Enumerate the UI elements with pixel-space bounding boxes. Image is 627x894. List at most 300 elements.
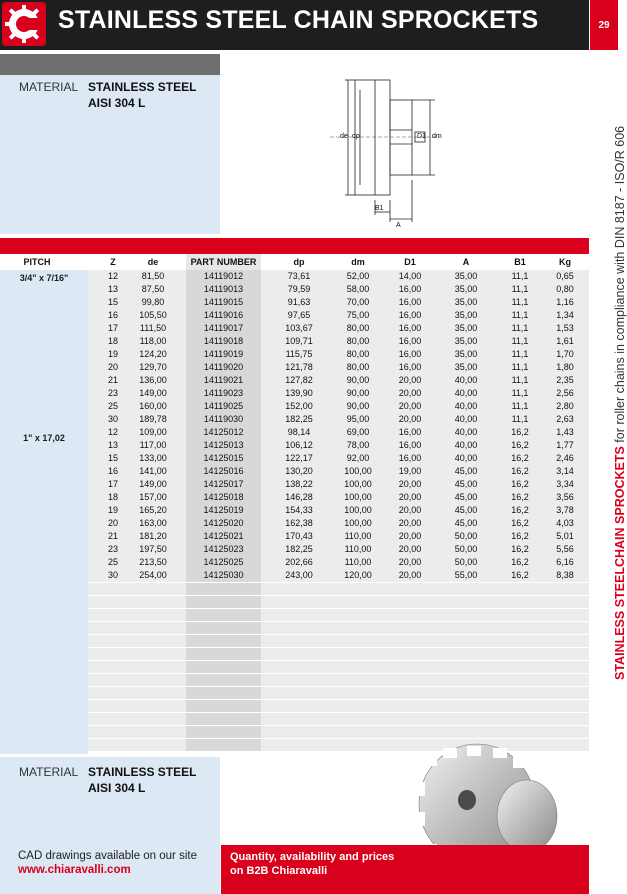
table-row xyxy=(88,621,589,634)
cell-d1: 20,00 xyxy=(398,492,422,502)
table-row xyxy=(88,660,589,673)
cell-a: 40,00 xyxy=(454,414,478,424)
cell-kg: 6,16 xyxy=(556,557,574,567)
cell-d1: 16,00 xyxy=(398,362,422,372)
side-caption xyxy=(613,40,627,680)
cell-dm: 78,00 xyxy=(346,440,370,450)
row-shade xyxy=(261,713,589,725)
row-shade xyxy=(261,739,589,751)
cell-z: 12 xyxy=(107,427,118,437)
cell-kg: 5,56 xyxy=(556,544,574,554)
cell-dm: 70,00 xyxy=(346,297,370,307)
dim-dm-label: dm xyxy=(432,133,442,140)
dim-d1-label: D1 xyxy=(417,133,426,140)
row-shade xyxy=(261,648,589,660)
cell-z: 16 xyxy=(107,310,118,320)
cell-a: 40,00 xyxy=(454,427,478,437)
table-body xyxy=(88,270,589,751)
row-shade xyxy=(186,739,261,751)
table-row xyxy=(88,530,589,543)
table-row xyxy=(88,374,589,387)
table-row xyxy=(88,517,589,530)
cell-dp: 109,71 xyxy=(285,336,313,346)
row-shade xyxy=(261,687,589,699)
cell-dp: 127,82 xyxy=(285,375,313,385)
cell-kg: 2,46 xyxy=(556,453,574,463)
cell-d1: 20,00 xyxy=(398,544,422,554)
cell-a: 35,00 xyxy=(454,310,478,320)
cell-kg: 1,34 xyxy=(556,310,574,320)
cell-b1: 16,2 xyxy=(511,479,529,489)
cell-d1: 16,00 xyxy=(398,427,422,437)
cell-b1: 16,2 xyxy=(511,440,529,450)
gear-c-logo-icon xyxy=(2,2,46,46)
cell-part-number: 14125021 xyxy=(203,531,244,541)
cell-b1: 16,2 xyxy=(511,544,529,554)
table-row xyxy=(88,283,589,296)
cell-kg: 1,16 xyxy=(556,297,574,307)
cell-a: 40,00 xyxy=(454,401,478,411)
cell-d1: 16,00 xyxy=(398,440,422,450)
cell-d1: 16,00 xyxy=(398,310,422,320)
cell-dp: 154,33 xyxy=(285,505,313,515)
cell-a: 35,00 xyxy=(454,323,478,333)
b2b-banner-text xyxy=(230,850,394,878)
th-z: Z xyxy=(110,257,116,267)
cell-de: 160,00 xyxy=(139,401,167,411)
cell-dp: 152,00 xyxy=(285,401,313,411)
cell-dp: 106,12 xyxy=(285,440,313,450)
cell-d1: 16,00 xyxy=(398,349,422,359)
cell-d1: 20,00 xyxy=(398,570,422,580)
section-band xyxy=(0,54,220,75)
pitch-label-group-2: 1" x 17,02 xyxy=(23,433,65,443)
cell-d1: 20,00 xyxy=(398,401,422,411)
row-shade xyxy=(186,583,261,595)
cell-dm: 92,00 xyxy=(346,453,370,463)
cell-d1: 19,00 xyxy=(398,466,422,476)
cell-b1: 16,2 xyxy=(511,557,529,567)
cell-part-number: 14125015 xyxy=(203,453,244,463)
table-row xyxy=(88,478,589,491)
material-value-1: STAINLESS STEEL xyxy=(88,80,197,94)
cell-part-number: 14119023 xyxy=(203,388,244,398)
cell-kg: 3,34 xyxy=(556,479,574,489)
cell-kg: 4,03 xyxy=(556,518,574,528)
row-shade xyxy=(261,609,589,621)
table-row xyxy=(88,309,589,322)
cell-part-number: 14119012 xyxy=(203,271,244,281)
cell-de: 197,50 xyxy=(139,544,167,554)
row-shade xyxy=(261,661,589,673)
cell-de: 189,78 xyxy=(139,414,167,424)
website-link[interactable]: www.chiaravalli.com xyxy=(18,864,131,876)
b2b-line-1: Quantity, availability and prices xyxy=(230,851,395,863)
cell-z: 23 xyxy=(107,388,118,398)
cell-dp: 122,17 xyxy=(285,453,313,463)
table-row xyxy=(88,556,589,569)
cell-part-number: 14125030 xyxy=(203,570,244,580)
cell-dm: 90,00 xyxy=(346,375,370,385)
cell-b1: 11,1 xyxy=(511,271,529,281)
cell-dm: 100,00 xyxy=(344,466,372,476)
cell-z: 19 xyxy=(107,505,118,515)
table-row xyxy=(88,387,589,400)
cell-kg: 5,01 xyxy=(556,531,574,541)
material-value-bottom-1: STAINLESS STEEL xyxy=(88,765,197,779)
row-shade xyxy=(186,596,261,608)
cell-dp: 243,00 xyxy=(285,570,313,580)
cell-part-number: 14125016 xyxy=(203,466,244,476)
cell-part-number: 14125017 xyxy=(203,479,244,489)
cell-dm: 52,00 xyxy=(346,271,370,281)
cell-de: 254,00 xyxy=(139,570,167,580)
cell-b1: 11,1 xyxy=(511,310,529,320)
row-shade xyxy=(88,609,186,621)
row-shade xyxy=(88,583,186,595)
table-row xyxy=(88,452,589,465)
cell-part-number: 14119018 xyxy=(203,336,244,346)
cell-b1: 16,2 xyxy=(511,453,529,463)
table-row xyxy=(88,465,589,478)
cell-d1: 20,00 xyxy=(398,518,422,528)
th-de: de xyxy=(147,257,159,267)
th-b1: B1 xyxy=(514,257,526,267)
row-shade xyxy=(186,674,261,686)
cell-dm: 69,00 xyxy=(346,427,370,437)
cell-de: 181,20 xyxy=(139,531,167,541)
cell-dp: 146,28 xyxy=(285,492,313,502)
cell-de: 118,00 xyxy=(139,336,167,346)
cell-z: 23 xyxy=(107,544,118,554)
th-dm: dm xyxy=(351,257,365,267)
table-row xyxy=(88,400,589,413)
cell-dp: 98,14 xyxy=(287,427,311,437)
cell-a: 50,00 xyxy=(454,557,478,567)
cell-dm: 80,00 xyxy=(346,336,370,346)
th-dp: dp xyxy=(293,257,305,267)
cell-de: 109,00 xyxy=(139,427,167,437)
cell-dp: 138,22 xyxy=(285,479,313,489)
row-shade xyxy=(88,700,186,712)
cell-part-number: 14125018 xyxy=(203,492,244,502)
cell-b1: 16,2 xyxy=(511,492,529,502)
cell-z: 17 xyxy=(107,479,118,489)
th-kg: Kg xyxy=(559,257,571,267)
pitch-column xyxy=(0,270,88,754)
cell-dm: 110,00 xyxy=(344,544,372,554)
cell-z: 21 xyxy=(107,531,118,541)
cell-d1: 20,00 xyxy=(398,414,422,424)
row-shade xyxy=(186,609,261,621)
cell-part-number: 14125023 xyxy=(203,544,244,554)
cell-a: 55,00 xyxy=(454,570,478,580)
row-shade xyxy=(88,674,186,686)
cell-d1: 14,00 xyxy=(398,271,422,281)
cell-d1: 16,00 xyxy=(398,453,422,463)
cell-d1: 20,00 xyxy=(398,531,422,541)
cell-dp: 121,78 xyxy=(285,362,313,372)
th-part-number: PART NUMBER xyxy=(190,257,257,267)
cell-de: 111,50 xyxy=(139,323,167,333)
cell-dp: 115,75 xyxy=(285,349,313,359)
table-row xyxy=(88,673,589,686)
row-shade xyxy=(88,687,186,699)
row-shade xyxy=(261,596,589,608)
row-shade xyxy=(88,635,186,647)
cell-z: 18 xyxy=(107,492,118,502)
cell-kg: 3,14 xyxy=(556,466,574,476)
table-row xyxy=(88,504,589,517)
cell-a: 35,00 xyxy=(454,271,478,281)
cell-b1: 11,1 xyxy=(511,375,529,385)
cell-b1: 16,2 xyxy=(511,505,529,515)
cell-part-number: 14119025 xyxy=(203,401,244,411)
cell-dm: 58,00 xyxy=(346,284,370,294)
b2b-line-2: on B2B Chiaravalli xyxy=(230,865,328,877)
cell-part-number: 14119019 xyxy=(203,349,244,359)
cell-dp: 103,67 xyxy=(285,323,313,333)
cell-dp: 170,43 xyxy=(285,531,313,541)
cell-part-number: 14119021 xyxy=(203,375,244,385)
cell-d1: 20,00 xyxy=(398,388,422,398)
table-header xyxy=(0,254,589,271)
table-row xyxy=(88,738,589,751)
cell-z: 15 xyxy=(107,453,118,463)
cell-kg: 1,61 xyxy=(556,336,574,346)
row-shade xyxy=(88,622,186,634)
cell-part-number: 14125013 xyxy=(203,440,244,450)
cell-de: 129,70 xyxy=(139,362,167,372)
cell-b1: 11,1 xyxy=(511,362,529,372)
cell-part-number: 14125020 xyxy=(203,518,244,528)
cell-d1: 16,00 xyxy=(398,336,422,346)
cell-part-number: 14119017 xyxy=(203,323,244,333)
cell-z: 21 xyxy=(107,375,118,385)
cell-a: 40,00 xyxy=(454,388,478,398)
cell-part-number: 14125019 xyxy=(203,505,244,515)
cell-de: 136,00 xyxy=(139,375,167,385)
cell-z: 19 xyxy=(107,349,118,359)
cell-a: 40,00 xyxy=(454,375,478,385)
dim-a-label: A xyxy=(396,222,401,229)
cell-kg: 2,35 xyxy=(556,375,574,385)
cell-a: 45,00 xyxy=(454,466,478,476)
cell-a: 35,00 xyxy=(454,349,478,359)
cell-z: 20 xyxy=(107,362,118,372)
row-shade xyxy=(88,596,186,608)
table-row xyxy=(88,725,589,738)
row-shade xyxy=(186,661,261,673)
cell-b1: 11,1 xyxy=(511,349,529,359)
cell-a: 40,00 xyxy=(454,440,478,450)
cad-text: CAD drawings available on our site xyxy=(18,850,197,862)
cell-z: 13 xyxy=(107,284,118,294)
table-row xyxy=(88,647,589,660)
cell-dp: 130,20 xyxy=(285,466,313,476)
cell-z: 12 xyxy=(107,271,118,281)
cell-b1: 11,1 xyxy=(511,388,529,398)
table-row xyxy=(88,426,589,439)
cell-dp: 202,66 xyxy=(285,557,313,567)
cell-dm: 80,00 xyxy=(346,349,370,359)
cell-de: 163,00 xyxy=(139,518,167,528)
cell-de: 87,50 xyxy=(141,284,165,294)
cell-z: 20 xyxy=(107,518,118,528)
cell-de: 149,00 xyxy=(139,479,167,489)
dim-dp-label: dp xyxy=(352,133,360,140)
row-shade xyxy=(261,700,589,712)
cell-de: 213,50 xyxy=(139,557,167,567)
cell-dm: 75,00 xyxy=(346,310,370,320)
cell-b1: 11,1 xyxy=(511,401,529,411)
table-row xyxy=(88,335,589,348)
row-shade xyxy=(186,622,261,634)
cell-d1: 20,00 xyxy=(398,479,422,489)
table-row xyxy=(88,361,589,374)
cell-part-number: 14119020 xyxy=(203,362,244,372)
cell-b1: 11,1 xyxy=(511,297,529,307)
cell-dp: 162,38 xyxy=(285,518,313,528)
page-title: STAINLESS STEEL CHAIN SPROCKETS xyxy=(58,6,539,34)
cell-a: 35,00 xyxy=(454,284,478,294)
table-top-bar xyxy=(0,238,589,254)
cell-part-number: 14119013 xyxy=(203,284,244,294)
cell-kg: 2,80 xyxy=(556,401,574,411)
cell-z: 30 xyxy=(107,570,118,580)
cell-a: 50,00 xyxy=(454,544,478,554)
cell-de: 124,20 xyxy=(139,349,167,359)
cell-b1: 16,2 xyxy=(511,531,529,541)
table-row xyxy=(88,322,589,335)
cell-dp: 182,25 xyxy=(285,414,313,424)
row-shade xyxy=(88,726,186,738)
table-row xyxy=(88,348,589,361)
cell-dm: 80,00 xyxy=(346,362,370,372)
cell-dm: 110,00 xyxy=(344,557,372,567)
brand-logo xyxy=(2,2,46,46)
cell-b1: 16,2 xyxy=(511,570,529,580)
cell-a: 45,00 xyxy=(454,518,478,528)
cell-dm: 100,00 xyxy=(344,505,372,515)
table-row xyxy=(88,699,589,712)
cell-dm: 95,00 xyxy=(346,414,370,424)
cell-b1: 11,1 xyxy=(511,323,529,333)
th-a: A xyxy=(462,257,470,267)
row-shade xyxy=(88,739,186,751)
cell-b1: 16,2 xyxy=(511,518,529,528)
cell-part-number: 14125025 xyxy=(203,557,244,567)
table-row xyxy=(88,296,589,309)
row-shade xyxy=(186,687,261,699)
row-shade xyxy=(261,635,589,647)
cell-de: 105,50 xyxy=(139,310,167,320)
dim-de-label: de xyxy=(340,133,348,140)
row-shade xyxy=(88,648,186,660)
cell-z: 17 xyxy=(107,323,118,333)
cell-dp: 139,90 xyxy=(285,388,313,398)
table-row xyxy=(88,491,589,504)
th-d1: D1 xyxy=(404,257,416,267)
cell-kg: 1,43 xyxy=(556,427,574,437)
cell-dm: 100,00 xyxy=(344,492,372,502)
cell-kg: 1,80 xyxy=(556,362,574,372)
cell-dp: 97,65 xyxy=(287,310,311,320)
row-shade xyxy=(261,674,589,686)
row-shade xyxy=(261,622,589,634)
cell-a: 45,00 xyxy=(454,492,478,502)
cell-part-number: 14125012 xyxy=(203,427,244,437)
cell-b1: 11,1 xyxy=(511,336,529,346)
cell-kg: 2,56 xyxy=(556,388,574,398)
cell-d1: 16,00 xyxy=(398,323,422,333)
cell-kg: 8,38 xyxy=(556,570,574,580)
cell-de: 99,80 xyxy=(141,297,165,307)
material-value-bottom-2: AISI 304 L xyxy=(88,781,146,795)
cell-de: 81,50 xyxy=(141,271,165,281)
table-row xyxy=(88,634,589,647)
cell-dm: 100,00 xyxy=(344,479,372,489)
row-shade xyxy=(88,661,186,673)
cell-z: 25 xyxy=(107,557,118,567)
cell-dm: 90,00 xyxy=(346,388,370,398)
material-label: MATERIAL xyxy=(19,80,79,94)
cell-de: 133,00 xyxy=(139,453,167,463)
table-row xyxy=(88,439,589,452)
cell-a: 50,00 xyxy=(454,531,478,541)
row-shade xyxy=(186,700,261,712)
cell-b1: 16,2 xyxy=(511,427,529,437)
cell-z: 25 xyxy=(107,401,118,411)
table-row xyxy=(88,608,589,621)
row-shade xyxy=(261,583,589,595)
cell-dm: 110,00 xyxy=(344,531,372,541)
cell-kg: 1,77 xyxy=(556,440,574,450)
table-row xyxy=(88,413,589,426)
row-shade xyxy=(186,635,261,647)
cell-dm: 90,00 xyxy=(346,401,370,411)
sprocket-technical-drawing xyxy=(330,72,450,232)
cell-de: 149,00 xyxy=(139,388,167,398)
cell-kg: 3,78 xyxy=(556,505,574,515)
pitch-label-group-1: 3/4" x 7/16" xyxy=(19,273,69,283)
cell-z: 13 xyxy=(107,440,118,450)
cell-kg: 1,53 xyxy=(556,323,574,333)
cell-d1: 16,00 xyxy=(398,297,422,307)
cell-kg: 1,70 xyxy=(556,349,574,359)
cell-z: 16 xyxy=(107,466,118,476)
table-row xyxy=(88,270,589,283)
cell-z: 18 xyxy=(107,336,118,346)
row-shade xyxy=(186,726,261,738)
side-caption-subtitle: for roller chains in compliance with DIN 8187 - ISO/R 606 xyxy=(613,125,627,443)
cell-dm: 80,00 xyxy=(346,323,370,333)
row-shade xyxy=(88,713,186,725)
row-shade xyxy=(261,726,589,738)
cell-kg: 2,63 xyxy=(556,414,574,424)
cell-kg: 3,56 xyxy=(556,492,574,502)
table-row xyxy=(88,569,589,582)
cell-b1: 11,1 xyxy=(511,414,529,424)
cell-a: 40,00 xyxy=(454,453,478,463)
cell-a: 35,00 xyxy=(454,336,478,346)
cell-kg: 0,65 xyxy=(556,271,574,281)
cell-z: 15 xyxy=(107,297,118,307)
table-row xyxy=(88,543,589,556)
table-row xyxy=(88,595,589,608)
side-caption-title: STAINLESS STEELCHAIN SPROCKETS xyxy=(613,446,627,680)
table-row xyxy=(88,686,589,699)
